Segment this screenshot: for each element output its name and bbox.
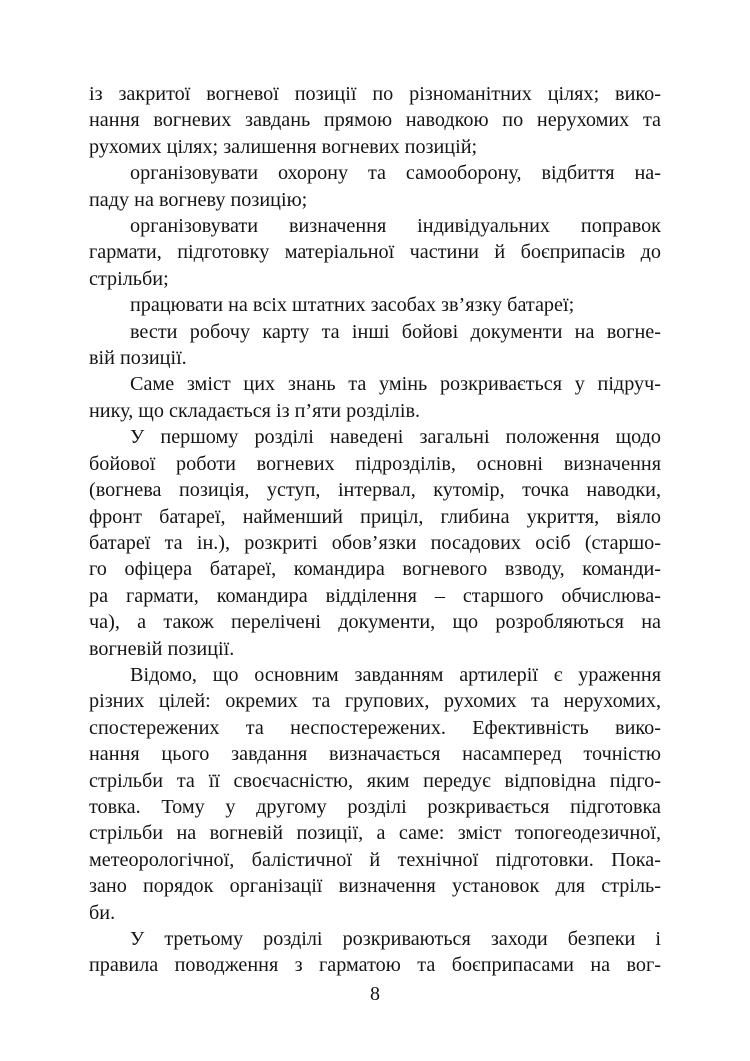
- text-line: ра гармати, командира відділення – старшого обчислюва-: [89, 584, 661, 607]
- text-line: вогневій позиції.: [89, 637, 235, 660]
- body-text: [89, 81, 661, 979]
- text-line: організовувати визначення індивідуальних поправок: [130, 215, 661, 238]
- text-line: стрільби та її своєчасністю, яким передує відповідна підго-: [89, 769, 661, 792]
- text-line: У першому розділі наведені загальні положення щодо: [130, 426, 661, 449]
- text-line: вій позиції.: [89, 347, 187, 370]
- text-line: нання вогневих завдань прямою наводкою по нерухомих та: [89, 109, 661, 132]
- paragraph: [89, 81, 661, 160]
- text-line: нання цього завдання визначається насамперед точністю: [89, 743, 661, 766]
- text-line: гармати, підготовку матеріальної частини й боєприпасів до: [89, 241, 661, 264]
- text-line: метеорологічної, балістичної й технічної підготовки. Пока-: [89, 848, 661, 871]
- paragraph: [89, 319, 661, 372]
- text-line: вести робочу карту та інші бойові документи на вогне-: [130, 320, 661, 343]
- text-line: стрільби;: [89, 267, 169, 290]
- text-line: спостережених та неспостережених. Ефективність вико-: [89, 716, 661, 739]
- text-line: різних цілей: окремих та групових, рухомих та нерухомих,: [89, 690, 661, 713]
- text-line: стрільби на вогневій позиції, а саме: зміст топогеодезичної,: [89, 822, 661, 845]
- text-line: правила поводження з гарматою та боєприпасами на вог-: [89, 954, 661, 977]
- text-line: Відомо, що основним завданням артилерії є ураження: [130, 663, 661, 686]
- text-line: (вогнева позиція, уступ, інтервал, кутомір, точка наводки,: [89, 479, 661, 502]
- paragraph: [89, 292, 661, 318]
- paragraph: [89, 926, 661, 979]
- paragraph: [89, 424, 661, 662]
- text-line: рухомих цілях; залишення вогневих позицій;: [89, 135, 478, 158]
- text-line: товка. Тому у другому розділі розкривається підготовка: [89, 795, 661, 818]
- text-line: паду на вогневу позицію;: [89, 188, 308, 211]
- text-line: ча), а також перелічені документи, що розробляються на: [89, 611, 661, 634]
- paragraph: [89, 160, 661, 213]
- text-line: нику, що складається із п’яти розділів.: [89, 399, 421, 422]
- paragraph: [89, 662, 661, 926]
- text-line: Саме зміст цих знань та умінь розкривається у підруч-: [130, 373, 661, 396]
- text-line: би.: [89, 901, 116, 924]
- text-line: зано порядок організації визначення установок для стріль-: [89, 875, 661, 898]
- text-line: У третьому розділі розкриваються заходи безпеки і: [130, 928, 661, 950]
- paragraph: [89, 213, 661, 292]
- page-number: 8: [370, 983, 380, 1005]
- text-line: фронт батареї, найменший приціл, глибина укриття, віяло: [89, 505, 661, 528]
- text-line: бойової роботи вогневих підрозділів, основні визначення: [89, 452, 661, 475]
- text-line: батареї та ін.), розкриті обов’язки посадових осіб (старшо-: [89, 531, 661, 554]
- text-line: із закритої вогневої позиції по різноманітних цілях; вико-: [89, 83, 661, 105]
- paragraph: [89, 371, 661, 424]
- text-line: працювати на всіх штатних засобах зв’язку батареї;: [130, 294, 575, 317]
- text-line: організовувати охорону та самооборону, відбиття на-: [130, 162, 661, 185]
- text-line: го офіцера батареї, командира вогневого взводу, команди-: [89, 558, 661, 581]
